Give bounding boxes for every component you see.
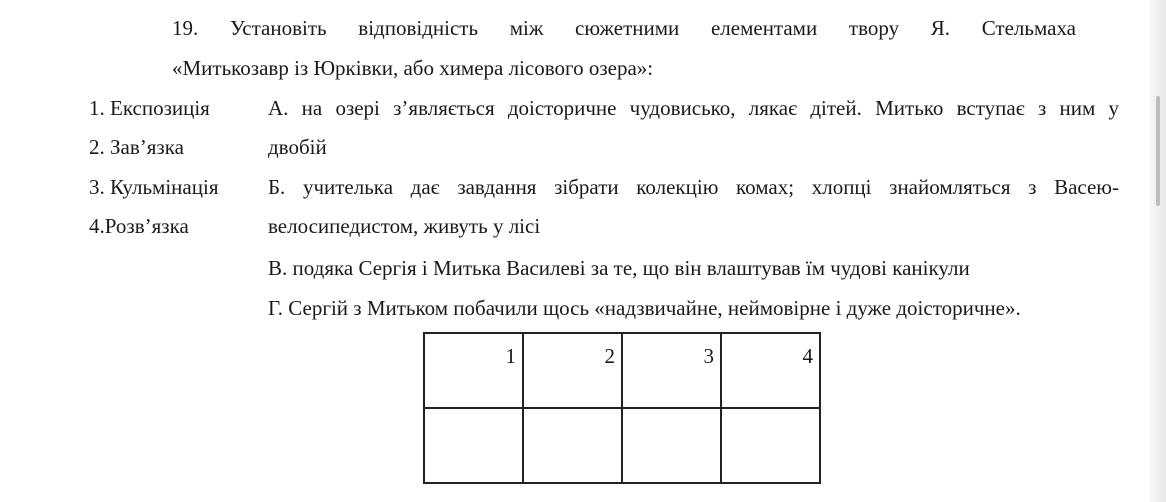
scrollbar-thumb[interactable] xyxy=(1156,96,1160,206)
option-a-line-2: двобій xyxy=(268,135,327,159)
element-exposition: 1. Експозиція xyxy=(89,96,210,120)
option-v: В. подяка Сергія і Митька Василеві за те, що він влаштував їм чудові канікули xyxy=(268,256,970,280)
answer-table-answer-row xyxy=(424,408,820,483)
task-line-2: «Митькозавр із Юрківки, або химера лісового озера»: xyxy=(172,56,654,80)
element-climax: 3. Кульмінація xyxy=(89,175,219,199)
option-b-line-1: Б. учителька дає завдання зібрати колекцію комах; хлопці знайомляться з Васею- xyxy=(268,175,1119,199)
task-line-1 xyxy=(172,16,1076,40)
answer-table-header-row xyxy=(424,333,820,408)
answer-table-header-cell xyxy=(721,333,820,408)
element-inciting: 2. Зав’язка xyxy=(89,135,184,159)
answer-table-header-cell xyxy=(622,333,721,408)
answer-table xyxy=(423,332,821,484)
header-number: 1 xyxy=(505,344,516,368)
header-number: 3 xyxy=(703,344,714,368)
answer-cell-4[interactable] xyxy=(721,408,820,483)
task-text: Установіть відповідність між сюжетними елементами твору Я. Стельмаха xyxy=(229,16,1076,40)
header-number: 4 xyxy=(802,344,813,368)
answer-table-header-cell xyxy=(523,333,622,408)
answer-cell-2[interactable] xyxy=(523,408,622,483)
answer-table-header-cell xyxy=(424,333,523,408)
task-number: 19. xyxy=(172,16,199,40)
header-number: 2 xyxy=(604,344,615,368)
option-g: Г. Сергій з Митьком побачили щось «надзвичайне, неймовірне і дуже доісторичне». xyxy=(268,296,1021,320)
element-resolution: 4.Розв’язка xyxy=(89,214,189,238)
option-b-line-2: велосипедистом, живуть у лісі xyxy=(268,214,541,238)
page-edge xyxy=(1150,0,1166,502)
option-a-line-1: А. на озері з’являється доісторичне чудовисько, лякає дітей. Митько вступає з ним у xyxy=(268,96,1119,120)
answer-cell-1[interactable] xyxy=(424,408,523,483)
answer-cell-3[interactable] xyxy=(622,408,721,483)
